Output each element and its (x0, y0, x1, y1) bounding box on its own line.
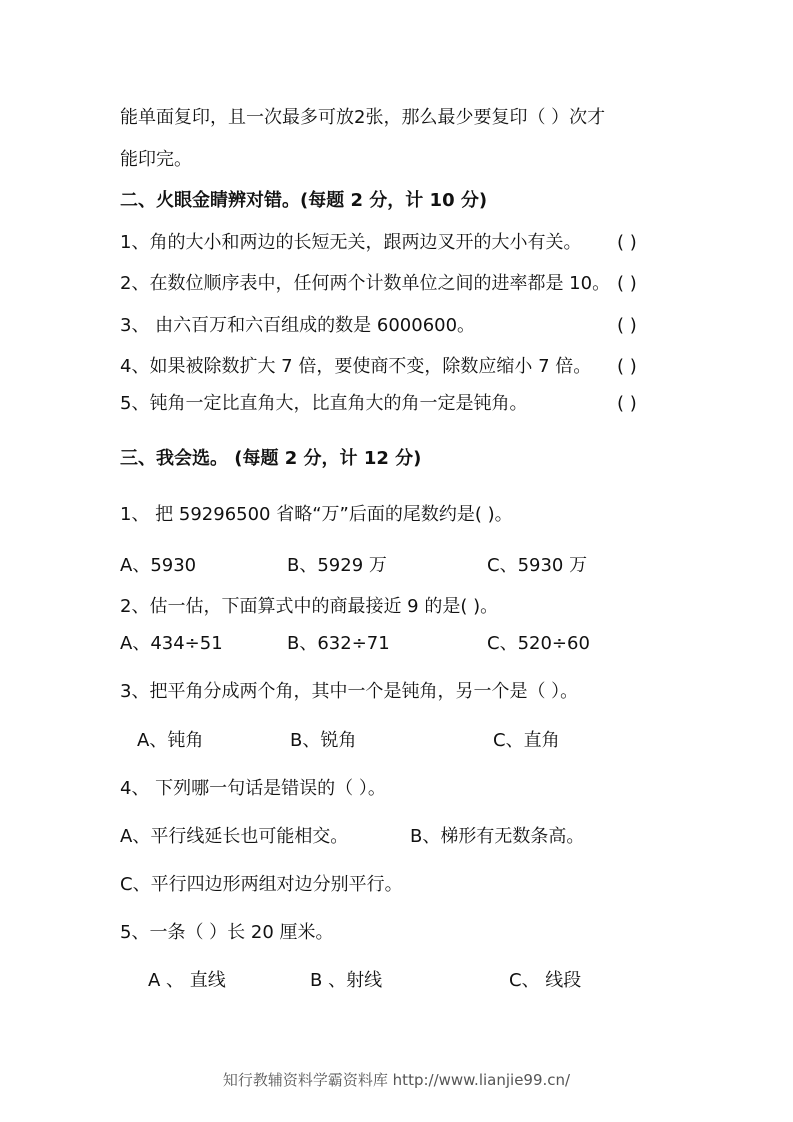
mc-q1-option-b: B、5929 万 (287, 555, 387, 576)
mc-question-2: 2、估一估，下面算式中的商最接近 9 的是( )。 (120, 596, 499, 617)
mc-q2-option-c: C、520÷60 (487, 633, 590, 654)
tf-answer-blank-2: ( ) (617, 273, 637, 294)
mc-q5-option-c: C、 线段 (509, 970, 582, 991)
section-3-heading: 三、我会选。 (每题 2 分，计 12 分) (120, 448, 422, 469)
tf-item-2: 2、在数位顺序表中，任何两个计数单位之间的进率都是 10。 (120, 273, 611, 294)
mc-q4-option-a: A、平行线延长也可能相交。 (120, 826, 349, 847)
mc-q4-option-b: B、梯形有无数条高。 (410, 826, 585, 847)
mc-q3-option-a: A、钝角 (137, 730, 204, 751)
mc-question-5: 5、一条（ ）长 20 厘米。 (120, 922, 334, 943)
mc-q1-option-a: A、5930 (120, 555, 197, 576)
intro-line-1: 能单面复印，且一次最多可放2张，那么最少要复印（ ）次才 (120, 107, 606, 128)
tf-item-1: 1、角的大小和两边的长短无关，跟两边叉开的大小有关。 (120, 232, 582, 253)
tf-answer-blank-5: ( ) (617, 393, 637, 414)
mc-q2-option-b: B、632÷71 (287, 633, 390, 654)
mc-question-1: 1、 把 59296500 省略“万”后面的尾数约是( )。 (120, 504, 513, 525)
footer-watermark: 知行教辅资料学霸资料库 http://www.lianjie99.cn/ (222, 1071, 571, 1089)
mc-q2-option-a: A、434÷51 (120, 633, 223, 654)
mc-q4-option-c: C、平行四边形两组对边分别平行。 (120, 874, 403, 895)
tf-answer-blank-4: ( ) (617, 356, 637, 377)
tf-item-4: 4、如果被除数扩大 7 倍，要使商不变，除数应缩小 7 倍。 (120, 356, 592, 377)
mc-question-3: 3、把平角分成两个角，其中一个是钝角，另一个是（ ）。 (120, 681, 579, 702)
mc-q5-option-a: A 、 直线 (148, 970, 226, 991)
section-2-heading: 二、火眼金睛辨对错。(每题 2 分，计 10 分) (120, 190, 488, 211)
mc-q3-option-c: C、直角 (493, 730, 560, 751)
mc-q3-option-b: B、锐角 (290, 730, 357, 751)
mc-q1-option-c: C、5930 万 (487, 555, 588, 576)
mc-question-4: 4、 下列哪一句话是错误的（ ）。 (120, 778, 386, 799)
intro-line-2: 能印完。 (120, 149, 192, 170)
tf-answer-blank-1: ( ) (617, 232, 637, 253)
mc-q5-option-b: B 、射线 (310, 970, 383, 991)
tf-answer-blank-3: ( ) (617, 315, 637, 336)
tf-item-5: 5、钝角一定比直角大，比直角大的角一定是钝角。 (120, 393, 528, 414)
tf-item-3: 3、 由六百万和六百组成的数是 6000600。 (120, 315, 476, 336)
